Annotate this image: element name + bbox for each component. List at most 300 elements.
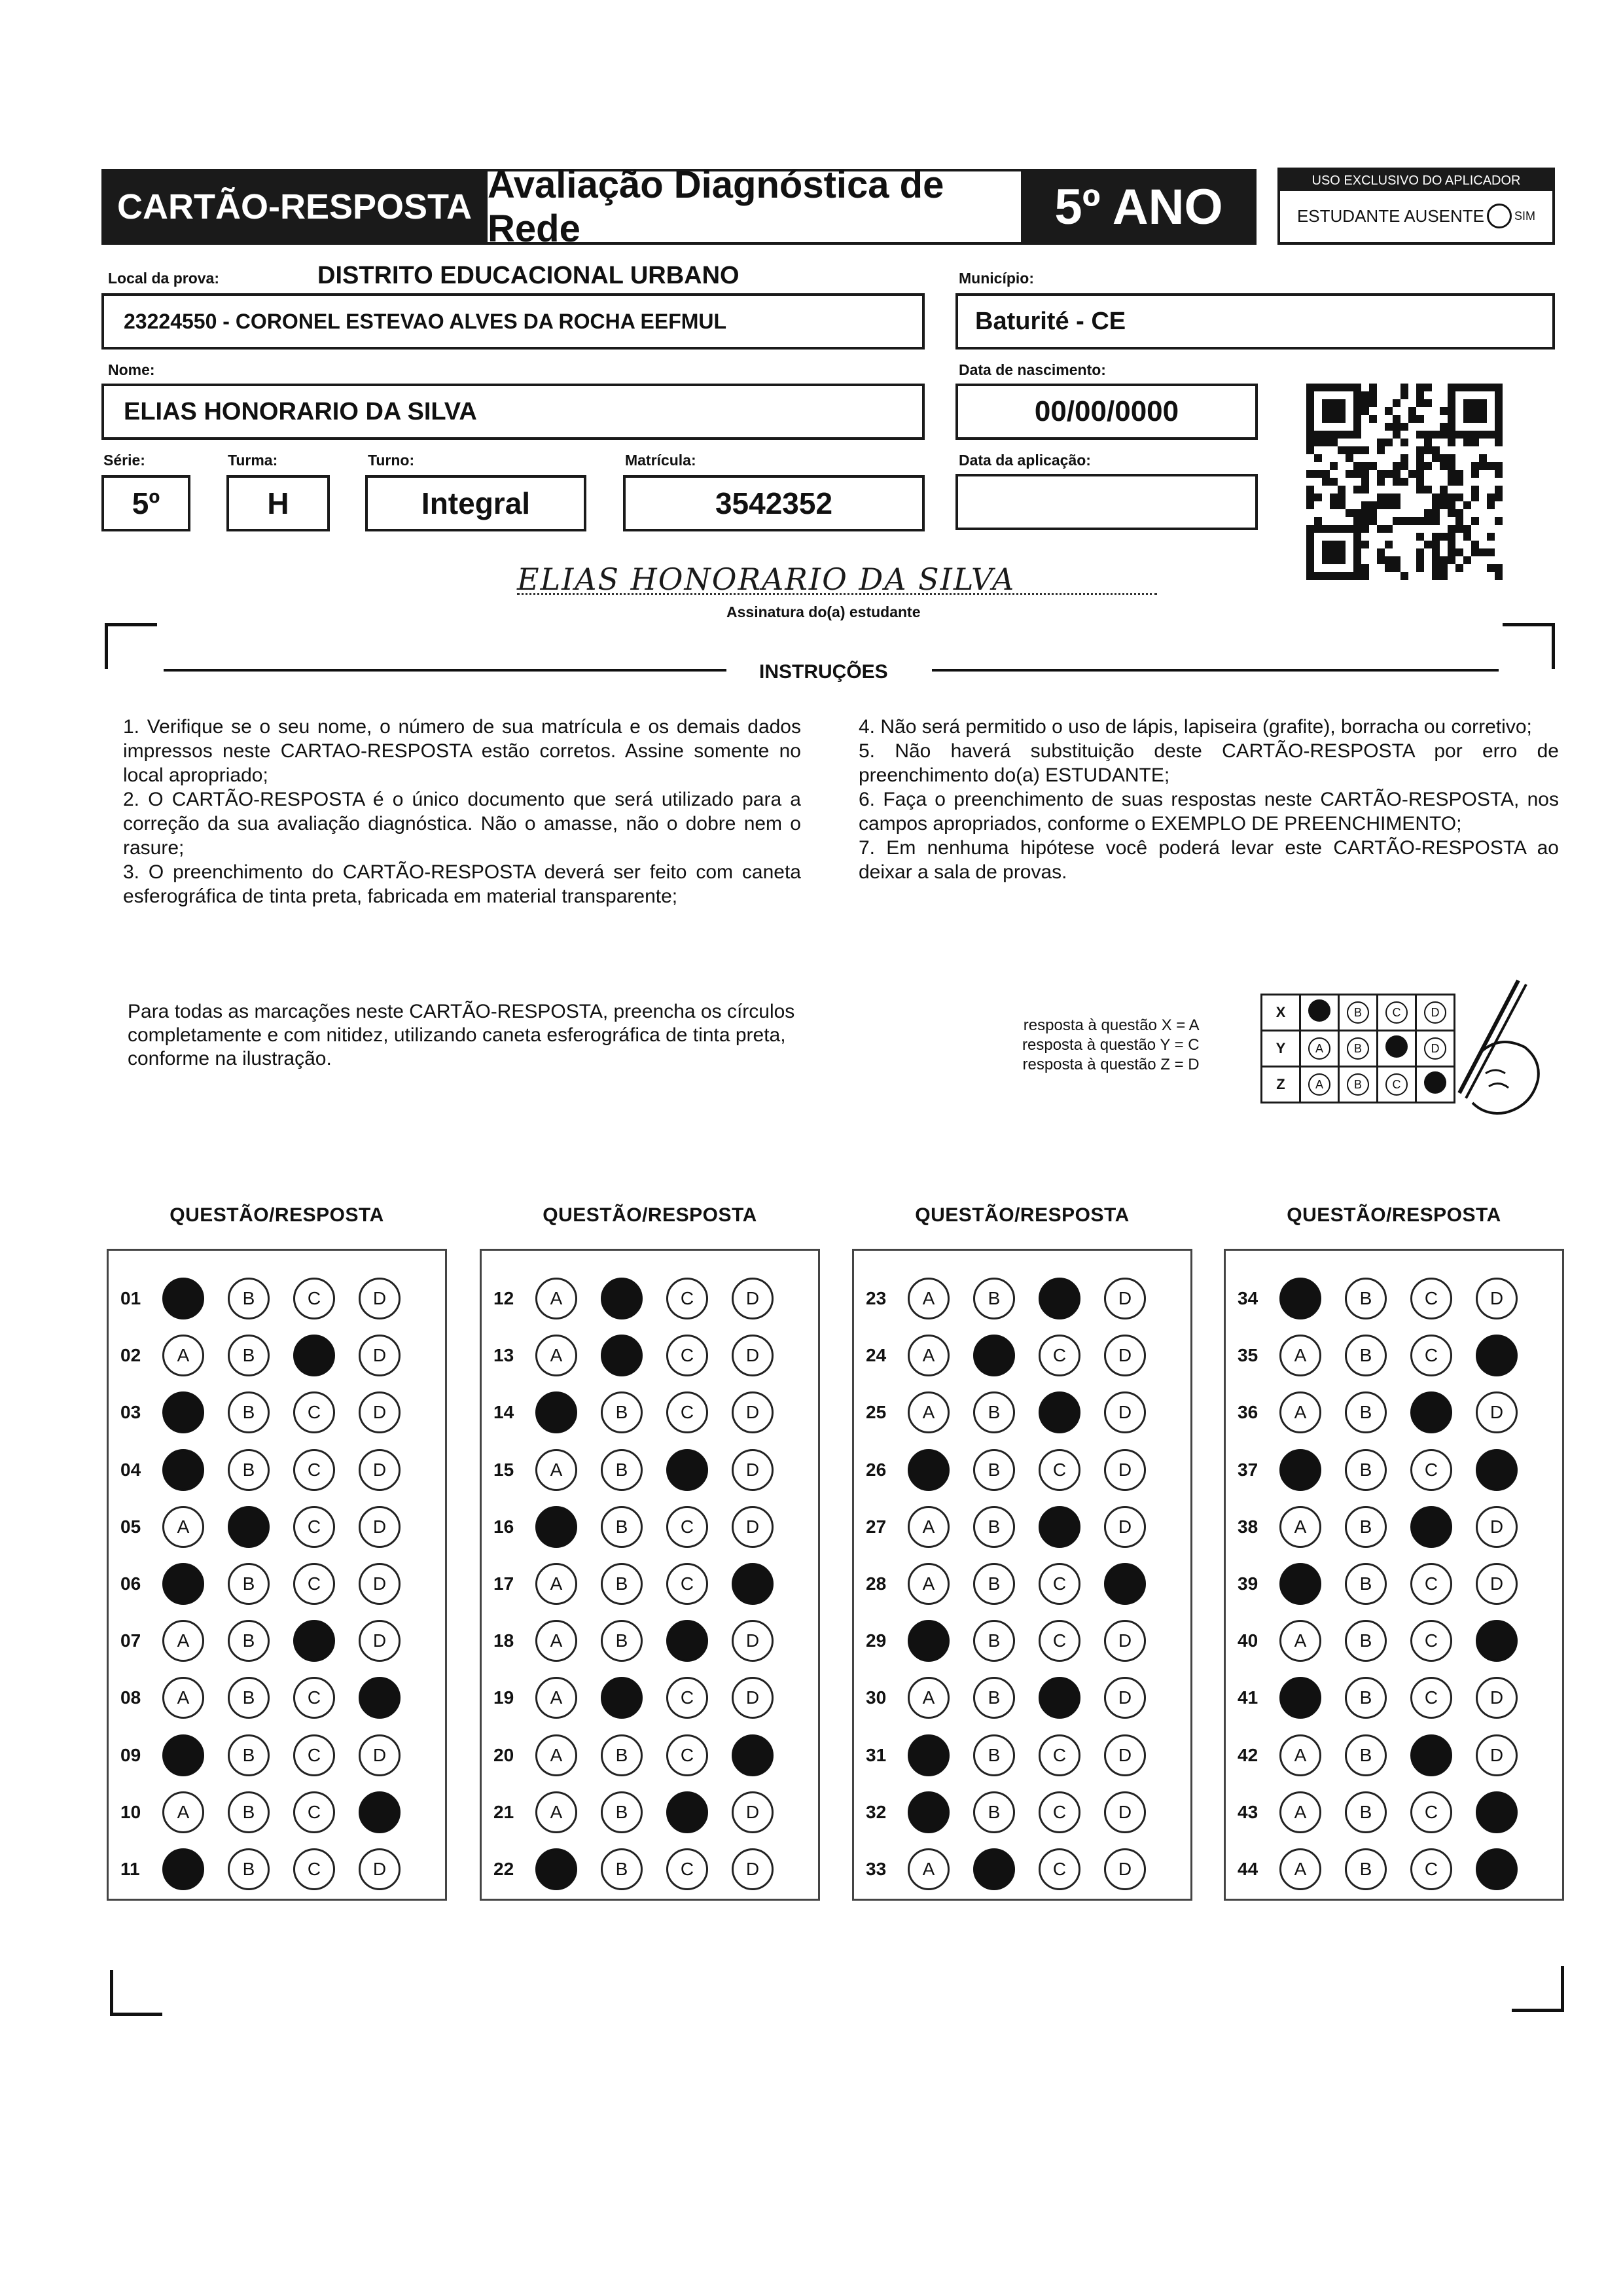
question-number: 01 xyxy=(120,1288,141,1308)
question-row xyxy=(1226,1504,1541,1550)
answer-bubble-d[interactable] xyxy=(1476,1791,1518,1833)
answer-bubble-c[interactable]: C xyxy=(293,1506,335,1548)
answer-bubble-d[interactable] xyxy=(1476,1620,1518,1662)
answer-bubble-d[interactable]: D xyxy=(359,1848,401,1890)
answer-bubble-a[interactable] xyxy=(908,1449,950,1491)
answer-bubble-b[interactable]: B xyxy=(1345,1848,1387,1890)
answer-bubble-c[interactable]: C xyxy=(1039,1449,1080,1491)
answer-bubble-d[interactable]: D xyxy=(1104,1734,1146,1776)
answer-bubble-c[interactable]: C xyxy=(1039,1848,1080,1890)
example-row-label: Z xyxy=(1262,1067,1300,1103)
answer-bubble-a[interactable]: A xyxy=(908,1563,950,1605)
answer-bubble-a[interactable] xyxy=(535,1506,577,1548)
question-number: 07 xyxy=(120,1630,141,1651)
answer-bubble-c[interactable]: C xyxy=(1039,1734,1080,1776)
answer-bubble-b[interactable]: B xyxy=(973,1506,1015,1548)
example-bubble: C xyxy=(1385,1001,1408,1024)
question-number: 42 xyxy=(1238,1744,1258,1765)
example-legend-x: resposta à questão X = A xyxy=(1023,1016,1200,1034)
answer-bubble-d[interactable]: D xyxy=(359,1734,401,1776)
question-number: 22 xyxy=(493,1859,514,1879)
question-row xyxy=(854,1390,1169,1435)
answer-bubble-b[interactable]: B xyxy=(1345,1391,1387,1433)
question-number: 32 xyxy=(866,1801,887,1822)
answer-bubble-d[interactable] xyxy=(732,1734,774,1776)
question-number: 08 xyxy=(120,1687,141,1708)
answer-bubble-b[interactable] xyxy=(601,1278,643,1319)
answer-bubble-c[interactable]: C xyxy=(1410,1563,1452,1605)
question-row xyxy=(854,1561,1169,1607)
matricula-field: 3542352 xyxy=(623,475,925,531)
answer-bubble-c[interactable]: C xyxy=(666,1734,708,1776)
nome-label: Nome: xyxy=(108,361,155,378)
answer-bubble-a[interactable] xyxy=(908,1791,950,1833)
answer-bubble-d[interactable]: D xyxy=(359,1563,401,1605)
pen-hand-icon xyxy=(1440,975,1544,1126)
answer-bubble-a[interactable]: A xyxy=(1279,1506,1321,1548)
answer-bubble-b[interactable]: B xyxy=(601,1620,643,1662)
example-legend-y: resposta à questão Y = C xyxy=(1022,1036,1200,1054)
answer-bubble-d[interactable]: D xyxy=(359,1391,401,1433)
example-illustration xyxy=(1260,994,1455,1103)
answer-bubble-a[interactable]: A xyxy=(1279,1391,1321,1433)
answer-bubble-b[interactable]: B xyxy=(1345,1278,1387,1319)
answer-bubble-c[interactable]: C xyxy=(666,1848,708,1890)
aplicacao-label: Data da aplicação: xyxy=(959,452,1091,469)
answer-bubble-d[interactable]: D xyxy=(1104,1278,1146,1319)
answer-bubble-a[interactable] xyxy=(908,1620,950,1662)
question-number: 05 xyxy=(120,1516,141,1537)
answer-bubble-c[interactable]: C xyxy=(1410,1449,1452,1491)
question-row xyxy=(1226,1561,1541,1607)
answer-bubble-b[interactable] xyxy=(973,1335,1015,1376)
question-number: 25 xyxy=(866,1402,887,1423)
answer-bubble-a[interactable]: A xyxy=(908,1278,950,1319)
answer-bubble-a[interactable] xyxy=(908,1734,950,1776)
answer-bubble-c[interactable] xyxy=(1039,1677,1080,1719)
answer-bubble-a[interactable]: A xyxy=(162,1677,204,1719)
answer-bubble-b[interactable]: B xyxy=(973,1677,1015,1719)
answer-bubble-d[interactable] xyxy=(359,1677,401,1719)
answer-bubble-a[interactable]: A xyxy=(1279,1335,1321,1376)
answer-bubble-a[interactable]: A xyxy=(535,1791,577,1833)
answer-bubble-d[interactable]: D xyxy=(1104,1335,1146,1376)
answer-bubble-b[interactable]: B xyxy=(228,1563,270,1605)
question-row xyxy=(109,1789,424,1835)
answer-bubble-c[interactable]: C xyxy=(666,1335,708,1376)
answer-bubble-d[interactable] xyxy=(359,1791,401,1833)
answer-bubble-b[interactable]: B xyxy=(601,1791,643,1833)
answer-bubble-a[interactable]: A xyxy=(535,1620,577,1662)
answer-bubble-d[interactable]: D xyxy=(1476,1734,1518,1776)
question-row xyxy=(482,1447,797,1493)
question-row xyxy=(854,1276,1169,1321)
local-district: DISTRITO EDUCACIONAL URBANO xyxy=(317,262,740,289)
question-number: 27 xyxy=(866,1516,887,1537)
answer-bubble-a[interactable]: A xyxy=(908,1677,950,1719)
answer-bubble-a[interactable] xyxy=(535,1848,577,1890)
question-number: 38 xyxy=(1238,1516,1258,1537)
matricula-label: Matrícula: xyxy=(625,452,696,469)
answer-bubble-a[interactable]: A xyxy=(908,1848,950,1890)
turno-field: Integral xyxy=(365,475,586,531)
answer-bubble-b[interactable]: B xyxy=(1345,1791,1387,1833)
answer-bubble-d[interactable] xyxy=(732,1563,774,1605)
answer-bubble-b[interactable]: B xyxy=(973,1391,1015,1433)
question-row xyxy=(1226,1333,1541,1378)
instruction-item: 4. Não será permitido o uso de lápis, lapiseira (grafite), borracha ou corretivo; xyxy=(859,716,1532,738)
question-number: 26 xyxy=(866,1459,887,1480)
instruction-item: 1. Verifique se o seu nome, o número de sua matrícula e os demais dados impressos neste CARTAO-RESPOSTA estão corretos. Assine somente no local apropriado; xyxy=(123,716,801,786)
answer-bubble-c[interactable]: C xyxy=(666,1391,708,1433)
answer-bubble-b[interactable]: B xyxy=(601,1391,643,1433)
question-row xyxy=(1226,1732,1541,1778)
example-cell xyxy=(1339,995,1378,1031)
answer-bubble-a[interactable]: A xyxy=(1279,1791,1321,1833)
answer-bubble-b[interactable]: B xyxy=(973,1563,1015,1605)
answer-bubble-d[interactable]: D xyxy=(732,1620,774,1662)
answer-column xyxy=(1224,1249,1564,1901)
answer-bubble-b[interactable]: B xyxy=(228,1791,270,1833)
answer-bubble-b[interactable]: B xyxy=(228,1848,270,1890)
example-bubble: B xyxy=(1347,1073,1369,1096)
answer-bubble-a[interactable] xyxy=(1279,1677,1321,1719)
answer-bubble-a[interactable]: A xyxy=(908,1335,950,1376)
answer-bubble-c[interactable]: C xyxy=(293,1791,335,1833)
answer-bubble-b[interactable]: B xyxy=(601,1449,643,1491)
instructions-rule-right xyxy=(932,669,1499,672)
answer-bubble-b[interactable] xyxy=(601,1335,643,1376)
example-bubble: C xyxy=(1385,1073,1408,1096)
answer-bubble-c[interactable]: C xyxy=(666,1563,708,1605)
example-row-label: X xyxy=(1262,995,1300,1031)
answer-bubble-d[interactable]: D xyxy=(359,1449,401,1491)
answer-bubble-d[interactable]: D xyxy=(1104,1391,1146,1433)
answer-bubble-d[interactable]: D xyxy=(1104,1677,1146,1719)
answer-bubble-a[interactable]: A xyxy=(535,1278,577,1319)
answer-bubble-d[interactable] xyxy=(1476,1335,1518,1376)
answer-bubble-c[interactable]: C xyxy=(1039,1335,1080,1376)
answer-bubble-b[interactable]: B xyxy=(973,1620,1015,1662)
card-title: CARTÃO-RESPOSTA xyxy=(101,169,488,245)
question-row xyxy=(482,1732,797,1778)
question-number: 06 xyxy=(120,1573,141,1594)
answer-bubble-d[interactable]: D xyxy=(1104,1848,1146,1890)
column-title: QUESTÃO/RESPOSTA xyxy=(1287,1204,1501,1226)
answer-bubble-a[interactable] xyxy=(1279,1449,1321,1491)
answer-bubble-d[interactable]: D xyxy=(1476,1506,1518,1548)
question-number: 34 xyxy=(1238,1288,1258,1308)
example-row xyxy=(1262,1031,1455,1067)
answer-bubble-b[interactable] xyxy=(228,1506,270,1548)
question-number: 17 xyxy=(493,1573,514,1594)
answer-bubble-c[interactable] xyxy=(293,1335,335,1376)
turma-field: H xyxy=(226,475,330,531)
example-cell xyxy=(1339,1067,1378,1103)
aplicador-title: USO EXCLUSIVO DO APLICADOR xyxy=(1280,170,1552,191)
answer-bubble-a[interactable]: A xyxy=(535,1335,577,1376)
question-number: 20 xyxy=(493,1744,514,1765)
answer-bubble-b[interactable]: B xyxy=(973,1791,1015,1833)
question-number: 13 xyxy=(493,1345,514,1366)
question-row xyxy=(109,1333,424,1378)
answer-bubble-d[interactable]: D xyxy=(732,1335,774,1376)
answer-bubble-a[interactable] xyxy=(162,1278,204,1319)
absent-checkbox[interactable] xyxy=(1487,204,1512,228)
answer-bubble-a[interactable]: A xyxy=(1279,1620,1321,1662)
answer-bubble-d[interactable]: D xyxy=(1104,1791,1146,1833)
question-number: 37 xyxy=(1238,1459,1258,1480)
answer-bubble-d[interactable]: D xyxy=(359,1335,401,1376)
answer-bubble-b[interactable]: B xyxy=(601,1506,643,1548)
answer-bubble-c[interactable] xyxy=(1039,1391,1080,1433)
answer-bubble-c[interactable] xyxy=(1039,1506,1080,1548)
answer-bubble-b[interactable]: B xyxy=(1345,1449,1387,1491)
answer-bubble-c[interactable]: C xyxy=(1410,1677,1452,1719)
nascimento-field: 00/00/0000 xyxy=(955,384,1258,440)
question-number: 33 xyxy=(866,1859,887,1879)
answer-bubble-c[interactable] xyxy=(1410,1391,1452,1433)
answer-bubble-a[interactable]: A xyxy=(1279,1848,1321,1890)
answer-bubble-a[interactable]: A xyxy=(162,1620,204,1662)
instruction-item: 3. O preenchimento do CARTÃO-RESPOSTA deverá ser feito com caneta esferográfica de tinta preta, fabricada em material transparente; xyxy=(123,861,801,907)
answer-bubble-d[interactable]: D xyxy=(732,1278,774,1319)
column-title: QUESTÃO/RESPOSTA xyxy=(169,1204,384,1226)
example-cell xyxy=(1378,1067,1416,1103)
question-number: 19 xyxy=(493,1687,514,1708)
answer-bubble-c[interactable]: C xyxy=(666,1278,708,1319)
question-number: 30 xyxy=(866,1687,887,1708)
answer-bubble-b[interactable]: B xyxy=(1345,1506,1387,1548)
question-row xyxy=(1226,1846,1541,1892)
signature-line xyxy=(517,593,1157,595)
question-row xyxy=(1226,1276,1541,1321)
answer-bubble-a[interactable] xyxy=(162,1391,204,1433)
answer-bubble-c[interactable]: C xyxy=(1410,1848,1452,1890)
answer-bubble-a[interactable]: A xyxy=(162,1335,204,1376)
absent-option: SIM xyxy=(1514,209,1536,223)
example-bubble xyxy=(1308,999,1330,1022)
question-row xyxy=(854,1675,1169,1721)
answer-bubble-c[interactable] xyxy=(1410,1734,1452,1776)
answer-bubble-c[interactable] xyxy=(1410,1506,1452,1548)
example-bubble: D xyxy=(1424,1001,1446,1024)
answer-bubble-b[interactable]: B xyxy=(973,1278,1015,1319)
question-number: 04 xyxy=(120,1459,141,1480)
instruction-item: 7. Em nenhuma hipótese você poderá levar este CARTÃO-RESPOSTA ao deixar a sala de provas. xyxy=(859,837,1559,883)
answer-bubble-b[interactable]: B xyxy=(228,1734,270,1776)
answer-bubble-c[interactable]: C xyxy=(1410,1335,1452,1376)
answer-bubble-c[interactable] xyxy=(666,1791,708,1833)
instruction-item: 5. Não haverá substituição deste CARTÃO-RESPOSTA por erro de preenchimento do(a) ESTUDANTE; xyxy=(859,740,1559,786)
question-row xyxy=(854,1732,1169,1778)
question-row xyxy=(109,1846,424,1892)
answer-bubble-c[interactable] xyxy=(666,1449,708,1491)
instruction-item: 6. Faça o preenchimento de suas respostas neste CARTÃO-RESPOSTA, nos campos apropriados, conforme o EXEMPLO DE PREENCHIMENTO; xyxy=(859,789,1559,834)
example-cell xyxy=(1378,1031,1416,1067)
answer-bubble-c[interactable]: C xyxy=(1039,1620,1080,1662)
answer-bubble-b[interactable]: B xyxy=(1345,1734,1387,1776)
question-row xyxy=(482,1675,797,1721)
answer-bubble-a[interactable]: A xyxy=(535,1449,577,1491)
answer-bubble-a[interactable] xyxy=(162,1563,204,1605)
answer-bubble-d[interactable]: D xyxy=(1476,1391,1518,1433)
answer-bubble-c[interactable]: C xyxy=(293,1677,335,1719)
question-row xyxy=(482,1390,797,1435)
answer-bubble-c[interactable]: C xyxy=(293,1734,335,1776)
answer-bubble-c[interactable]: C xyxy=(293,1391,335,1433)
example-bubble: B xyxy=(1347,1037,1369,1060)
answer-bubble-a[interactable]: A xyxy=(1279,1734,1321,1776)
corner-mark-bottom-right xyxy=(1512,1966,1564,2012)
answer-bubble-a[interactable]: A xyxy=(535,1677,577,1719)
answer-bubble-a[interactable]: A xyxy=(908,1506,950,1548)
answer-bubble-c[interactable]: C xyxy=(1410,1620,1452,1662)
signature-handwriting: ELIAS HONORARIO DA SILVA xyxy=(517,562,1016,597)
example-cell xyxy=(1378,995,1416,1031)
answer-bubble-d[interactable]: D xyxy=(732,1391,774,1433)
instructions-rule-left xyxy=(164,669,726,672)
question-number: 15 xyxy=(493,1459,514,1480)
question-row xyxy=(482,1504,797,1550)
answer-bubble-b[interactable]: B xyxy=(973,1734,1015,1776)
answer-bubble-d[interactable]: D xyxy=(732,1506,774,1548)
answer-bubble-c[interactable] xyxy=(293,1620,335,1662)
question-number: 16 xyxy=(493,1516,514,1537)
question-number: 09 xyxy=(120,1744,141,1765)
question-number: 21 xyxy=(493,1801,514,1822)
grade-badge: 5º ANO xyxy=(1021,169,1257,245)
answer-bubble-a[interactable] xyxy=(1279,1563,1321,1605)
example-bubble: A xyxy=(1308,1073,1330,1096)
question-row xyxy=(854,1846,1169,1892)
answer-bubble-c[interactable]: C xyxy=(1039,1563,1080,1605)
answer-bubble-a[interactable] xyxy=(162,1449,204,1491)
answer-bubble-b[interactable] xyxy=(601,1677,643,1719)
answer-bubble-b[interactable]: B xyxy=(228,1391,270,1433)
nome-field: ELIAS HONORARIO DA SILVA xyxy=(101,384,925,440)
answer-bubble-b[interactable]: B xyxy=(1345,1563,1387,1605)
answer-bubble-d[interactable] xyxy=(1104,1563,1146,1605)
example-legend-z: resposta à questão Z = D xyxy=(1022,1056,1200,1073)
example-bubble xyxy=(1385,1035,1408,1058)
answer-bubble-c[interactable]: C xyxy=(293,1563,335,1605)
answer-bubble-d[interactable]: D xyxy=(1104,1620,1146,1662)
answer-bubble-b[interactable]: B xyxy=(228,1278,270,1319)
answer-bubble-d[interactable]: D xyxy=(359,1620,401,1662)
question-row xyxy=(109,1732,424,1778)
question-row xyxy=(482,1789,797,1835)
answer-bubble-b[interactable]: B xyxy=(601,1563,643,1605)
question-row xyxy=(854,1789,1169,1835)
answer-bubble-c[interactable]: C xyxy=(666,1677,708,1719)
question-number: 36 xyxy=(1238,1402,1258,1423)
instructions-left xyxy=(123,715,801,908)
question-number: 10 xyxy=(120,1801,141,1822)
answer-bubble-d[interactable] xyxy=(1476,1449,1518,1491)
question-row xyxy=(1226,1675,1541,1721)
question-number: 14 xyxy=(493,1402,514,1423)
turma-label: Turma: xyxy=(228,452,278,469)
answer-bubble-a[interactable]: A xyxy=(162,1506,204,1548)
answer-bubble-d[interactable]: D xyxy=(1476,1563,1518,1605)
question-number: 02 xyxy=(120,1345,141,1366)
answer-bubble-c[interactable]: C xyxy=(293,1449,335,1491)
answer-bubble-b[interactable]: B xyxy=(228,1620,270,1662)
local-label: Local da prova: xyxy=(108,270,219,287)
question-number: 31 xyxy=(866,1744,887,1765)
question-row xyxy=(1226,1789,1541,1835)
answer-bubble-d[interactable]: D xyxy=(1104,1506,1146,1548)
answer-bubble-c[interactable]: C xyxy=(293,1278,335,1319)
answer-bubble-a[interactable]: A xyxy=(535,1563,577,1605)
answer-bubble-d[interactable]: D xyxy=(1104,1449,1146,1491)
answer-bubble-c[interactable]: C xyxy=(666,1506,708,1548)
answer-bubble-d[interactable]: D xyxy=(1476,1677,1518,1719)
answer-bubble-b[interactable]: B xyxy=(228,1677,270,1719)
answer-bubble-c[interactable]: C xyxy=(293,1848,335,1890)
question-number: 23 xyxy=(866,1288,887,1308)
answer-bubble-b[interactable]: B xyxy=(973,1449,1015,1491)
answer-bubble-d[interactable]: D xyxy=(732,1449,774,1491)
question-number: 12 xyxy=(493,1288,514,1308)
question-row xyxy=(482,1333,797,1378)
answer-bubble-a[interactable]: A xyxy=(908,1391,950,1433)
answer-bubble-d[interactable]: D xyxy=(359,1278,401,1319)
answer-bubble-a[interactable] xyxy=(1279,1278,1321,1319)
question-row xyxy=(854,1333,1169,1378)
answer-bubble-a[interactable] xyxy=(162,1734,204,1776)
answer-bubble-d[interactable] xyxy=(1476,1848,1518,1890)
answer-bubble-c[interactable] xyxy=(1039,1278,1080,1319)
answer-bubble-b[interactable]: B xyxy=(1345,1620,1387,1662)
question-number: 43 xyxy=(1238,1801,1258,1822)
answer-bubble-c[interactable]: C xyxy=(1410,1791,1452,1833)
answer-bubble-b[interactable]: B xyxy=(601,1848,643,1890)
answer-bubble-a[interactable]: A xyxy=(162,1791,204,1833)
answer-bubble-d[interactable]: D xyxy=(1476,1278,1518,1319)
answer-bubble-b[interactable]: B xyxy=(228,1335,270,1376)
aplicacao-field xyxy=(955,474,1258,530)
answer-column xyxy=(107,1249,447,1901)
answer-column xyxy=(480,1249,820,1901)
qr-code-icon xyxy=(1306,384,1503,580)
question-number: 39 xyxy=(1238,1573,1258,1594)
answer-bubble-a[interactable]: A xyxy=(535,1734,577,1776)
answer-bubble-c[interactable]: C xyxy=(1410,1278,1452,1319)
instructions-right xyxy=(859,715,1559,884)
answer-bubble-b[interactable]: B xyxy=(1345,1335,1387,1376)
answer-bubble-d[interactable]: D xyxy=(732,1791,774,1833)
answer-bubble-d[interactable]: D xyxy=(732,1677,774,1719)
answer-bubble-a[interactable] xyxy=(535,1391,577,1433)
answer-bubble-a[interactable] xyxy=(162,1848,204,1890)
answer-bubble-b[interactable]: B xyxy=(1345,1677,1387,1719)
question-row xyxy=(109,1504,424,1550)
answer-bubble-c[interactable]: C xyxy=(1039,1791,1080,1833)
answer-bubble-b[interactable] xyxy=(973,1848,1015,1890)
instructions-title: INSTRUÇÕES xyxy=(759,661,888,683)
answer-bubble-d[interactable]: D xyxy=(732,1848,774,1890)
answer-bubble-b[interactable]: B xyxy=(228,1449,270,1491)
answer-bubble-c[interactable] xyxy=(666,1620,708,1662)
question-number: 44 xyxy=(1238,1859,1258,1879)
question-number: 28 xyxy=(866,1573,887,1594)
question-number: 18 xyxy=(493,1630,514,1651)
answer-bubble-d[interactable]: D xyxy=(359,1506,401,1548)
answer-bubble-b[interactable]: B xyxy=(601,1734,643,1776)
example-cell xyxy=(1339,1031,1378,1067)
